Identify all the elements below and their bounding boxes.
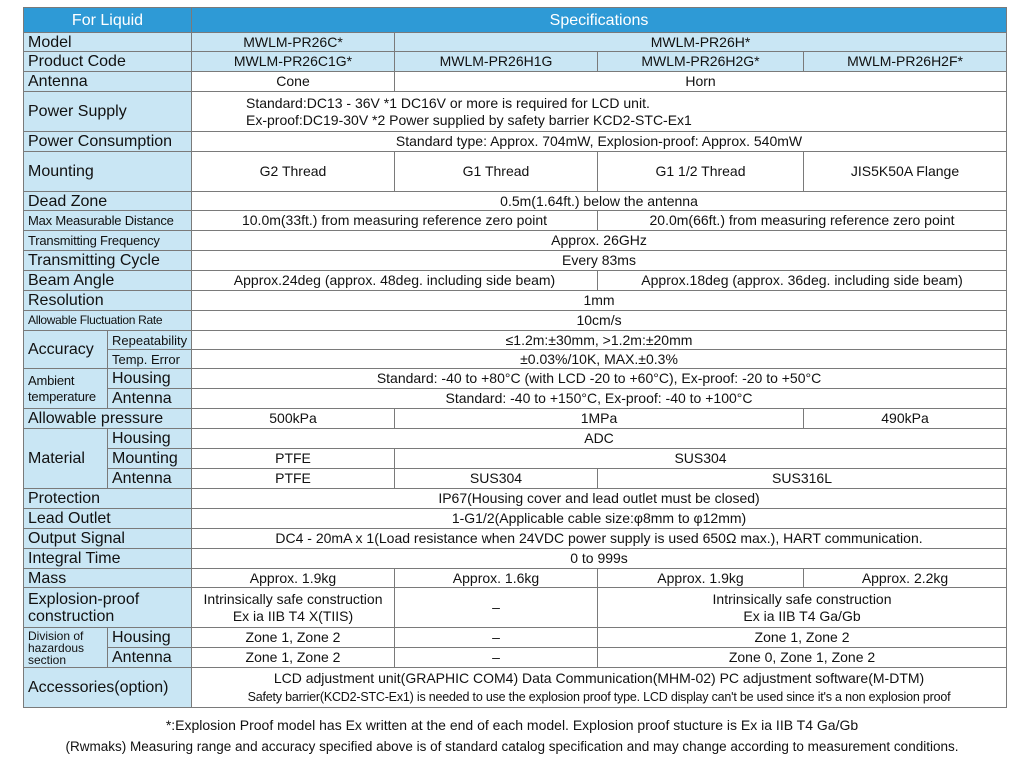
label-product-code: Product Code (24, 52, 192, 72)
explosion-h1g: – (395, 588, 598, 628)
row-ambient-housing (24, 369, 1007, 389)
power-supply-value (192, 92, 1007, 132)
row-tx-cycle (24, 251, 1007, 271)
label-material: Material (24, 429, 108, 489)
max-distance-c: 10.0m(33ft.) from measuring reference zero point (192, 211, 598, 231)
label-power-consumption: Power Consumption (24, 132, 192, 152)
explosion-h2-line2: Ex ia IIB T4 Ga/Gb (743, 607, 861, 624)
label-power-supply: Power Supply (24, 92, 192, 132)
mounting-3: G1 1/2 Thread (598, 152, 804, 192)
antenna-cone: Cone (192, 72, 395, 92)
antenna-horn: Horn (395, 72, 1007, 92)
label-max-distance: Max Measurable Distance (24, 211, 192, 231)
row-dead-zone (24, 192, 1007, 211)
explosion-h2 (598, 588, 1007, 628)
explosion-h2-line1: Intrinsically safe construction (712, 590, 892, 607)
row-material-antenna (24, 469, 1007, 489)
mass-3: Approx. 1.9kg (598, 569, 804, 588)
repeatability-value: ≤1.2m:±30mm, >1.2m:±20mm (192, 331, 1007, 350)
material-antenna-1: PTFE (192, 469, 395, 489)
product-code-3: MWLM-PR26H2G* (598, 52, 804, 72)
accessories-line2: Safety barrier(KCD2-STC-Ex1) is needed to use the explosion proof type. LCD display can't be used since it's a non explosion proof (247, 689, 951, 704)
label-ambient-line1: Ambient (28, 372, 75, 388)
mass-4: Approx. 2.2kg (804, 569, 1007, 588)
row-material-mounting (24, 449, 1007, 469)
label-material-antenna: Antenna (108, 469, 192, 489)
row-resolution (24, 291, 1007, 311)
label-ambient-antenna: Antenna (108, 389, 192, 409)
header-specifications: Specifications (192, 8, 1007, 33)
resolution-value: 1mm (192, 291, 1007, 311)
label-mass: Mass (24, 569, 192, 588)
row-mounting (24, 152, 1007, 192)
label-temp-error: Temp. Error (108, 350, 192, 369)
hazardous-housing-1: Zone 1, Zone 2 (192, 628, 395, 648)
explosion-c (192, 588, 395, 628)
mounting-1: G2 Thread (192, 152, 395, 192)
row-beam-angle (24, 271, 1007, 291)
label-resolution: Resolution (24, 291, 192, 311)
hazardous-antenna-3: Zone 0, Zone 1, Zone 2 (598, 648, 1007, 668)
row-antenna (24, 72, 1007, 92)
label-dead-zone: Dead Zone (24, 192, 192, 211)
label-mounting: Mounting (24, 152, 192, 192)
row-explosion-proof (24, 588, 1007, 628)
label-hazardous-antenna: Antenna (108, 648, 192, 668)
dead-zone-value: 0.5m(1.64ft.) below the antenna (192, 192, 1007, 211)
power-supply-line1: Standard:DC13 - 36V *1 DC16V or more is required for LCD unit. (246, 94, 650, 111)
mounting-2: G1 Thread (395, 152, 598, 192)
footnote-remarks: (Rwmaks) Measuring range and accuracy specified above is of standard catalog specification and may change according to measurement conditions. (65, 739, 959, 754)
label-ambient-temperature (24, 369, 108, 409)
label-hazardous-line3: section (28, 653, 67, 667)
label-repeatability: Repeatability (108, 331, 192, 350)
row-material-housing (24, 429, 1007, 449)
label-antenna: Antenna (24, 72, 192, 92)
header-row (24, 8, 1007, 33)
material-antenna-3: SUS316L (598, 469, 1007, 489)
row-ambient-antenna (24, 389, 1007, 409)
footnote-explosion: *:Explosion Proof model has Ex written at the end of each model. Explosion proof stucture is Ex ia IIB T4 Ga/Gb (165, 717, 859, 733)
row-hazardous-housing (24, 628, 1007, 648)
material-housing-value: ADC (192, 429, 1007, 449)
label-lead-outlet: Lead Outlet (24, 509, 192, 529)
label-accessories: Accessories(option) (24, 668, 192, 708)
label-hazardous-housing: Housing (108, 628, 192, 648)
label-material-mounting: Mounting (108, 449, 192, 469)
header-for-liquid: For Liquid (24, 8, 192, 33)
temp-error-value: ±0.03%/10K, MAX.±0.3% (192, 350, 1007, 369)
row-lead-outlet (24, 509, 1007, 529)
label-explosion-proof (24, 588, 192, 628)
label-hazardous-line2: hazardous (28, 641, 85, 655)
label-explosion-line1: Explosion-proof (28, 590, 140, 608)
label-accuracy: Accuracy (24, 331, 108, 369)
row-accessories (24, 668, 1007, 708)
accessories-line1: LCD adjustment unit(GRAPHIC COM4) Data Communication(MHM-02) PC adjustment software(M-DTM) (273, 669, 925, 686)
mass-1: Approx. 1.9kg (192, 569, 395, 588)
output-signal-value: DC4 - 20mA x 1(Load resistance when 24VDC power supply is used 650Ω max.), HART communication. (192, 529, 1007, 549)
model-h: MWLM-PR26H* (395, 33, 1007, 52)
beam-angle-c: Approx.24deg (approx. 48deg. including side beam) (192, 271, 598, 291)
hazardous-housing-3: Zone 1, Zone 2 (598, 628, 1007, 648)
row-accuracy-repeatability (24, 331, 1007, 350)
label-model: Model (24, 33, 192, 52)
pressure-2: 1MPa (395, 409, 804, 429)
label-fluctuation: Allowable Fluctuation Rate (24, 311, 192, 331)
row-accuracy-temp (24, 350, 1007, 369)
row-output-signal (24, 529, 1007, 549)
label-pressure: Allowable pressure (24, 409, 192, 429)
spec-table (23, 7, 1007, 708)
spec-table-wrapper (23, 7, 1006, 708)
pressure-1: 500kPa (192, 409, 395, 429)
product-code-1: MWLM-PR26C1G* (192, 52, 395, 72)
product-code-2: MWLM-PR26H1G (395, 52, 598, 72)
product-code-4: MWLM-PR26H2F* (804, 52, 1007, 72)
row-product-code (24, 52, 1007, 72)
explosion-c-line2: Ex ia IIB T4 X(TIIS) (232, 607, 354, 624)
row-fluctuation (24, 311, 1007, 331)
row-integral-time (24, 549, 1007, 569)
material-mounting-1: PTFE (192, 449, 395, 469)
lead-outlet-value: 1-G1/2(Applicable cable size:φ8mm to φ12mm) (192, 509, 1007, 529)
label-ambient-housing: Housing (108, 369, 192, 389)
label-tx-cycle: Transmitting Cycle (24, 251, 192, 271)
hazardous-housing-2: – (395, 628, 598, 648)
label-output-signal: Output Signal (24, 529, 192, 549)
row-model (24, 33, 1007, 52)
pressure-3: 490kPa (804, 409, 1007, 429)
explosion-c-line1: Intrinsically safe construction (203, 590, 383, 607)
row-max-distance (24, 211, 1007, 231)
label-material-housing: Housing (108, 429, 192, 449)
fluctuation-value: 10cm/s (192, 311, 1007, 331)
hazardous-antenna-2: – (395, 648, 598, 668)
label-ambient-line2: temperature (28, 388, 96, 404)
max-distance-h: 20.0m(66ft.) from measuring reference zero point (598, 211, 1007, 231)
row-protection (24, 489, 1007, 509)
material-antenna-2: SUS304 (395, 469, 598, 489)
power-consumption-value: Standard type: Approx. 704mW, Explosion-proof: Approx. 540mW (192, 132, 1007, 152)
row-mass (24, 569, 1007, 588)
label-tx-frequency: Transmitting Frequency (24, 231, 192, 251)
row-tx-frequency (24, 231, 1007, 251)
accessories-value (192, 668, 1007, 708)
label-hazardous-section (24, 628, 108, 668)
row-pressure (24, 409, 1007, 429)
power-supply-line2: Ex-proof:DC19-30V *2 Power supplied by safety barrier KCD2-STC-Ex1 (246, 111, 692, 128)
label-explosion-line2: construction (28, 607, 115, 625)
material-mounting-2: SUS304 (395, 449, 1007, 469)
row-power-supply (24, 92, 1007, 132)
label-beam-angle: Beam Angle (24, 271, 192, 291)
row-power-consumption (24, 132, 1007, 152)
mounting-4: JIS5K50A Flange (804, 152, 1007, 192)
label-protection: Protection (24, 489, 192, 509)
model-c: MWLM-PR26C* (192, 33, 395, 52)
mass-2: Approx. 1.6kg (395, 569, 598, 588)
integral-time-value: 0 to 999s (192, 549, 1007, 569)
label-integral-time: Integral Time (24, 549, 192, 569)
beam-angle-h: Approx.18deg (approx. 36deg. including side beam) (598, 271, 1007, 291)
tx-frequency-value: Approx. 26GHz (192, 231, 1007, 251)
ambient-antenna-value: Standard: -40 to +150°C, Ex-proof: -40 to +100°C (192, 389, 1007, 409)
hazardous-antenna-1: Zone 1, Zone 2 (192, 648, 395, 668)
row-hazardous-antenna (24, 648, 1007, 668)
ambient-housing-value: Standard: -40 to +80°C (with LCD -20 to +60°C), Ex-proof: -20 to +50°C (192, 369, 1007, 389)
protection-value: IP67(Housing cover and lead outlet must be closed) (192, 489, 1007, 509)
tx-cycle-value: Every 83ms (192, 251, 1007, 271)
label-hazardous-line1: Division of (28, 629, 84, 643)
